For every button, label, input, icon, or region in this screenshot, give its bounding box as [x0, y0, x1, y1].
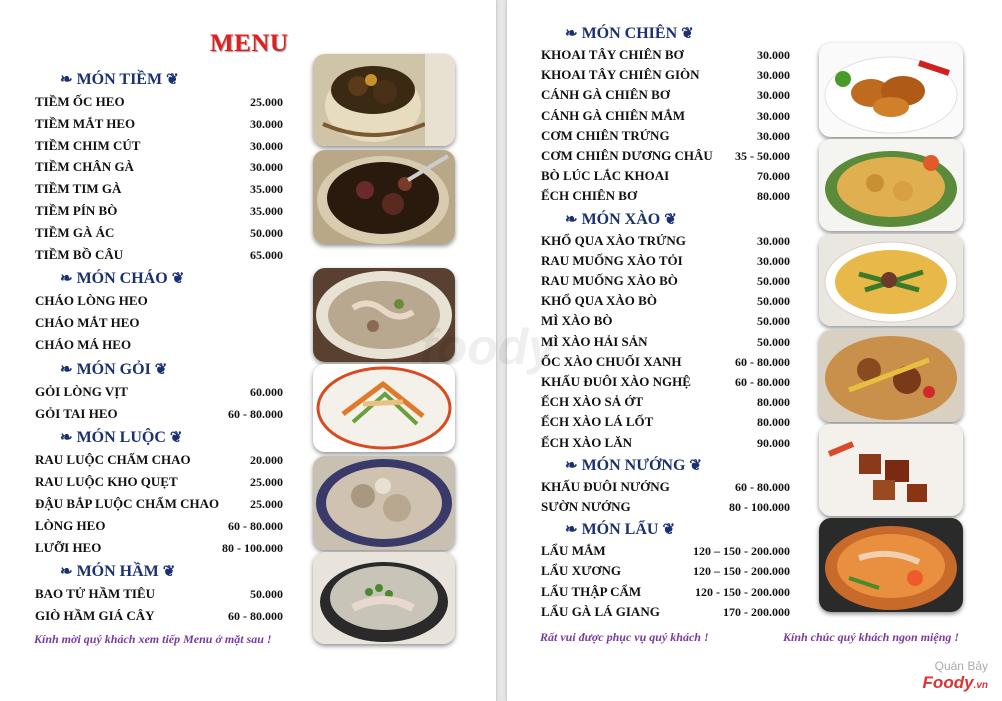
menu-item-name: TIỀM GÀ ÁC: [35, 224, 115, 240]
right-footer-note-left: Rất vui được phục vụ quý khách !: [540, 630, 709, 644]
menu-item-price: 30.000: [757, 108, 790, 123]
menu-item-price: 60 - 80.000: [735, 479, 790, 494]
section-heading-mon-nuong: [565, 456, 702, 475]
ornament-icon: ❧: [60, 271, 73, 288]
menu-item-name: GỎI LÒNG VỊT: [35, 383, 128, 399]
section-title: MÓN XÀO: [581, 210, 661, 228]
photo-herbal-soup: [313, 150, 455, 244]
menu-item-name: TIỀM BỒ CÂU: [35, 246, 124, 262]
menu-item-name: KHỔ QUA XÀO TRỨNG: [541, 232, 686, 248]
menu-item-name: LẨU XƯƠNG: [541, 563, 622, 579]
ornament-icon: ❦: [689, 457, 702, 474]
ornament-icon: ❧: [60, 430, 73, 447]
menu-item-name: KHẤU ĐUÔI XÀO NGHỆ: [541, 374, 691, 389]
menu-item-name: RAU MUỐNG XÀO BÒ: [541, 273, 678, 288]
menu-item-price: 65.000: [250, 247, 283, 262]
menu-item-name: RAU MUỐNG XÀO TỎI: [541, 252, 683, 268]
ornament-icon: ❦: [166, 72, 179, 88]
menu-item-price: 20.000: [250, 453, 283, 468]
section-title: MÓN HẦM: [76, 563, 159, 581]
section-title: MÓN CHIÊN: [581, 25, 678, 42]
menu-item-name: ẾCH CHIÊN BƠ: [541, 188, 638, 204]
menu-item-name: TIỀM TIM GÀ: [35, 181, 122, 197]
menu-item-price: 60.000: [250, 384, 283, 399]
menu-item-name: CƠM CHIÊN DƯƠNG CHÂU: [541, 148, 713, 163]
menu-item-name: CÁNH GÀ CHIÊN BƠ: [541, 87, 670, 103]
right-footer-note-right: Kính chúc quý khách ngon miệng !: [783, 630, 960, 644]
menu-item-name: LƯỠI HEO: [35, 539, 102, 555]
section-title: MÓN GỎI: [76, 360, 151, 378]
menu-item-name: LẨU MẮM: [541, 543, 606, 559]
menu-item-name: TIỀM MẮT HEO: [35, 115, 136, 131]
section-heading-mon-goi: [60, 360, 167, 379]
photo-stir-fried-noodles: [819, 234, 963, 326]
section-heading-mon-lau: [565, 520, 675, 539]
ornament-icon: ❦: [664, 211, 677, 228]
menu-item-name: KHOAI TÂY CHIÊN BƠ: [541, 47, 684, 62]
menu-item-name: ẾCH XÀO LĂN: [541, 434, 633, 450]
brand-logo-main: Foody: [922, 673, 974, 692]
photo-stew-pot: [313, 552, 455, 644]
menu-item-name: RAU LUỘC KHO QUẸT: [35, 474, 178, 490]
section-heading-mon-chien: [565, 24, 694, 43]
menu-item-price: 30.000: [757, 48, 790, 62]
menu-item-name: TIỀM CHIM CÚT: [35, 137, 141, 153]
menu-item-price: 30.000: [757, 128, 790, 143]
section-title: MÓN TIỀM: [76, 71, 163, 88]
menu-item-price: 80 - 100.000: [729, 500, 790, 514]
menu-item-price: 80.000: [757, 395, 790, 410]
ornament-icon: ❦: [662, 522, 676, 539]
photo-fried-frog: [819, 139, 963, 231]
menu-title: MENU: [210, 30, 289, 57]
menu-item-price: 60 - 80.000: [228, 609, 283, 624]
menu-item-price: 30.000: [757, 68, 790, 83]
section-heading-mon-tiem: [60, 70, 179, 89]
menu-item-price: 25.000: [250, 497, 283, 511]
menu-item-name: CHÁO MÁ HEO: [35, 337, 132, 352]
menu-item-price: 60 - 80.000: [228, 518, 283, 533]
menu-item-price: 30.000: [250, 160, 283, 175]
menu-item-name: ĐẬU BẮP LUỘC CHẤM CHAO: [35, 496, 220, 511]
section-title: MÓN NƯỚNG: [581, 456, 686, 474]
menu-item-price: 120 - 150 - 200.000: [695, 584, 790, 599]
photo-fried-wings: [819, 43, 963, 137]
ornament-icon: ❧: [60, 72, 73, 88]
menu-item-price: 30.000: [757, 233, 790, 248]
ornament-icon: ❦: [681, 26, 694, 42]
menu-item-price: 50.000: [757, 294, 790, 309]
ornament-icon: ❧: [60, 361, 73, 378]
photo-boiled-offal: [313, 456, 455, 550]
menu-item-name: ỐC XÀO CHUỐI XANH: [541, 353, 682, 369]
menu-item-price: 35.000: [250, 204, 283, 218]
brand-logo-suffix: .vn: [973, 680, 988, 691]
menu-page-right: [507, 0, 1002, 701]
menu-item-name: SƯỜN NƯỚNG: [541, 499, 631, 514]
menu-item-name: GỎI TAI HEO: [35, 405, 118, 421]
section-heading-mon-luoc: [60, 428, 182, 447]
ornament-icon: ❦: [169, 430, 183, 447]
menu-item-price: 35.000: [250, 182, 283, 197]
menu-item-price: 30.000: [250, 138, 283, 153]
brand-place-name: Quán Bảy: [934, 659, 988, 673]
menu-item-name: TIỀM CHÂN GÀ: [35, 159, 134, 175]
menu-item-price: 120 – 150 - 200.000: [693, 564, 790, 579]
section-heading-mon-chao: [60, 269, 184, 288]
photo-hotpot: [819, 518, 963, 612]
menu-item-name: KHẤU ĐUÔI NƯỚNG: [541, 478, 670, 494]
menu-item-price: 80 - 100.000: [222, 540, 283, 555]
ornament-icon: ❧: [565, 26, 578, 42]
menu-item-price: 30.000: [757, 88, 790, 103]
section-heading-mon-xao: [565, 210, 677, 229]
menu-item-name: MÌ XÀO HẢI SẢN: [541, 333, 648, 349]
menu-item-name: CƠM CHIÊN TRỨNG: [541, 127, 670, 143]
foody-brand: [923, 659, 988, 693]
menu-item-name: KHỔ QUA XÀO BÒ: [541, 293, 657, 309]
ornament-icon: ❧: [565, 457, 578, 474]
ornament-icon: ❧: [565, 211, 578, 228]
section-title: MÓN CHÁO: [76, 270, 168, 288]
menu-item-name: CÁNH GÀ CHIÊN MẮM: [541, 107, 686, 123]
menu-item-price: 50.000: [757, 334, 790, 349]
menu-item-name: ẾCH XÀO LÁ LỐT: [541, 414, 654, 430]
menu-item-name: TIỀM ỐC HEO: [35, 94, 125, 109]
menu-item-price: 30.000: [250, 116, 283, 131]
menu-item-price: 30.000: [757, 253, 790, 268]
menu-item-price: 50.000: [250, 225, 283, 240]
menu-item-price: 60 - 80.000: [735, 375, 790, 389]
menu-item-name: RAU LUỘC CHẤM CHAO: [35, 452, 191, 468]
menu-item-price: 80.000: [757, 415, 790, 430]
menu-item-price: 50.000: [757, 274, 790, 288]
ornament-icon: ❦: [162, 564, 176, 581]
foody-watermark: foody: [420, 319, 557, 375]
menu-item-price: 60 - 80.000: [228, 406, 283, 421]
menu-item-name: MÌ XÀO BÒ: [541, 313, 613, 329]
photo-salad: [313, 364, 455, 452]
menu-item-price: 25.000: [250, 475, 283, 490]
menu-item-price: 60 - 80.000: [735, 354, 790, 369]
menu-item-price: 35 - 50.000: [735, 149, 790, 163]
menu-item-price: 120 – 150 - 200.000: [693, 544, 790, 559]
menu-item-name: LẨU GÀ LÁ GIANG: [541, 603, 660, 619]
section-title: MÓN LẨU: [581, 521, 659, 539]
menu-item-name: BÒ LÚC LẮC KHOAI: [541, 168, 670, 184]
ornament-icon: ❧: [60, 564, 73, 581]
menu-item-price: 80.000: [757, 189, 790, 204]
photo-stir-fried-snail: [819, 330, 963, 422]
menu-item-price: 50.000: [250, 587, 283, 602]
menu-item-name: ẾCH XÀO SẢ ỚT: [541, 394, 644, 410]
menu-item-price: 90.000: [757, 435, 790, 450]
brand-logo-text: [923, 673, 988, 693]
photo-grilled-ribs: [819, 424, 963, 516]
menu-item-name: LÒNG HEO: [35, 517, 106, 533]
left-footer-note: Kính mời quý khách xem tiếp Menu ở mặt sau !: [34, 632, 272, 646]
menu-item-name: KHOAI TÂY CHIÊN GIÒN: [541, 67, 700, 83]
menu-item-name: BAO TỬ HẦM TIÊU: [35, 586, 156, 602]
menu-item-price: 25.000: [250, 95, 283, 109]
menu-item-price: 170 - 200.000: [723, 604, 790, 619]
ornament-icon: ❧: [565, 522, 578, 539]
section-title: MÓN LUỘC: [76, 429, 166, 447]
menu-item-name: GIÒ HẦM GIÁ CÂY: [35, 608, 155, 624]
ornament-icon: ❦: [171, 271, 185, 288]
menu-item-price: 70.000: [757, 169, 790, 184]
menu-item-name: LẨU THẬP CẨM: [541, 583, 642, 599]
ornament-icon: ❦: [154, 361, 168, 378]
menu-item-price: 50.000: [757, 314, 790, 329]
photo-clay-pot-snail: [313, 54, 455, 146]
menu-item-name: CHÁO LÒNG HEO: [35, 293, 148, 309]
section-heading-mon-ham: [60, 562, 175, 581]
menu-item-name: CHÁO MẮT HEO: [35, 315, 140, 331]
menu-item-name: TIỀM PÍN BÒ: [35, 203, 118, 218]
